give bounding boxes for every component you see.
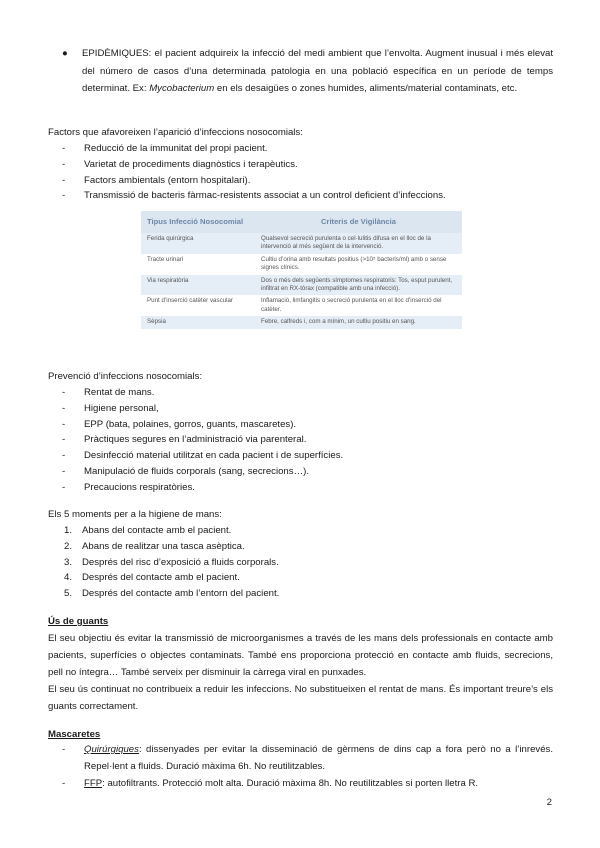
list-item: - EPP (bata, polaines, gorros, guants, mascaretes). xyxy=(62,418,297,430)
list-item: 3. Després del risc d’exposició a fluids corporals. xyxy=(64,556,279,568)
list-item: - Transmissió de bacteris fàrmac-resistents associat a un control deficient d’infeccions. xyxy=(62,190,446,202)
table-row xyxy=(141,316,462,328)
moments-title: Els 5 moments per a la higiene de mans: xyxy=(48,509,222,520)
list-item: 4. Després del contacte amb el pacient. xyxy=(64,572,240,584)
epidemic-text-b: en els desaigües o zones humides, aliments/material contaminats, etc. xyxy=(214,83,518,95)
list-item: 2. Abans de realitzar una tasca asèptica. xyxy=(64,540,245,552)
epidemic-paragraph xyxy=(62,45,553,98)
list-item: - Manipulació de fluids corporals (sang, secrecions…). xyxy=(62,465,310,477)
header-criteria: Criteris de Vigilància xyxy=(255,211,462,233)
list-item: 5. Després del contacte amb l’entorn del pacient. xyxy=(64,588,280,600)
list-item: - Pràctiques segures en l’administració via parenteral. xyxy=(62,434,307,446)
table-cell: Tracte urinari xyxy=(147,255,184,263)
list-item: - Reducció de la immunitat del propi pacient. xyxy=(62,143,268,154)
ffp-mask-text: : autofiltrants. Protecció molt alta. Duració màxima 8h. No reutilitzables si porten lletra R. xyxy=(102,778,479,789)
masks-list xyxy=(62,741,553,792)
table-cell: Punt d’inserció catèter vascular xyxy=(147,297,233,305)
surveillance-table xyxy=(141,211,462,329)
epidemic-text xyxy=(82,45,553,98)
list-item: - Factors ambientals (entorn hospitalari). xyxy=(62,174,251,186)
epidemic-label: EPIDÈMIQUES xyxy=(82,48,149,59)
gloves-paragraph-1: El seu objectiu és evitar la transmissió de microorganismes a través de les mans dels professionals en contacte amb pacients, superfícies o objectes contaminats. També ens proporciona protecció en contacte amb fluids, secrecions, pell no íntegra… També serveix per disminuir la càrrega viral en punxades. xyxy=(48,633,553,678)
list-item: - Quirúrgiques: dissenyades per evitar la disseminació de gèrmens de dins cap a fora però no a l’inrevés. Repel·lent a fluids. Duració màxima 6h. No reutilitzables. xyxy=(62,744,553,772)
gloves-paragraph-2: El seu ús continuat no contribueix a reduir les infeccions. No substitueixen el rentat de mans. És important treure’s els guants correctament. xyxy=(48,684,553,712)
table-cell: Sèpsia xyxy=(141,316,255,328)
table-cell: Inflamació, limfangitis o secreció purulenta en el lloc d’inserció del catèter. xyxy=(261,297,442,313)
surgical-mask-label: Quirúrgiques xyxy=(84,744,139,755)
list-item: - Varietat de procediments diagnòstics i terapèutics. xyxy=(62,158,298,170)
table-row xyxy=(141,295,462,316)
list-item: - Desinfecció material utilitzat en cada pacient i de superfícies. xyxy=(62,450,344,462)
prevention-title: Prevenció d’infeccions nosocomials: xyxy=(48,371,203,382)
gloves-heading: Ús de guants xyxy=(48,616,109,627)
moments-list xyxy=(64,523,553,602)
bullet-dot: ● xyxy=(62,48,68,59)
factors-list xyxy=(62,141,553,204)
header-infection-type: Tipus Infecció Nosocomial xyxy=(141,211,255,233)
table-cell: Cultiu d’orina amb resultats positius (>10⁵ bacteris/ml) amb o sense signes clínics. xyxy=(261,255,447,272)
species-name: Mycobacterium xyxy=(149,83,215,95)
list-item: - FFP: autofiltrants. Protecció molt alta. Duració màxima 8h. No reutilitzables si porten lletra R. xyxy=(62,778,479,789)
table-cell: Ferida quirúrgica xyxy=(141,233,255,254)
ffp-mask-label: FFP xyxy=(84,778,103,789)
list-item: - Higiene personal, xyxy=(62,402,159,414)
table-cell: Via respiratòria xyxy=(141,275,255,296)
table-cell: Qualsevol secreció purulenta o cel·lulitis difusa en el lloc de la intervenció al més següent de la intervenció. xyxy=(255,233,462,254)
page-number: 2 xyxy=(546,797,552,808)
masks-heading: Mascaretes xyxy=(48,729,101,740)
epidemic-text-a: : el pacient adquireix la infecció del medi ambient que l’envolta. Augment inusual i més elevat del número de casos d’una determinada patologia en una població específica en un període de temps determinat. Ex: xyxy=(82,48,553,95)
table-header-row xyxy=(141,211,462,233)
list-item: - Rentat de mans. xyxy=(62,387,155,398)
table-row xyxy=(141,233,462,254)
table-cell: Dos o més dels següents símptomes respiratoris: Tos, esput purulent, infiltrat en RX-tòrax (compatible amb una infecció). xyxy=(255,275,462,296)
factors-title: Factors que afavoreixen l’aparició d’infeccions nosocomials: xyxy=(48,127,303,138)
table-row xyxy=(141,254,462,275)
table-cell: Febre, calfreds i, com a mínim, un cultiu positiu en sang. xyxy=(255,316,462,328)
list-item: 1. Abans del contacte amb el pacient. xyxy=(64,525,232,536)
list-item: - Precaucions respiratòries. xyxy=(62,481,195,493)
table-row xyxy=(141,275,462,296)
prevention-list xyxy=(62,385,553,496)
surgical-mask-text: : dissenyades per evitar la disseminació de gèrmens de dins cap a fora però no a l’inrevés. Repel·lent a fluids. Duració màxima 6h. No reutilitzables. xyxy=(84,744,553,772)
